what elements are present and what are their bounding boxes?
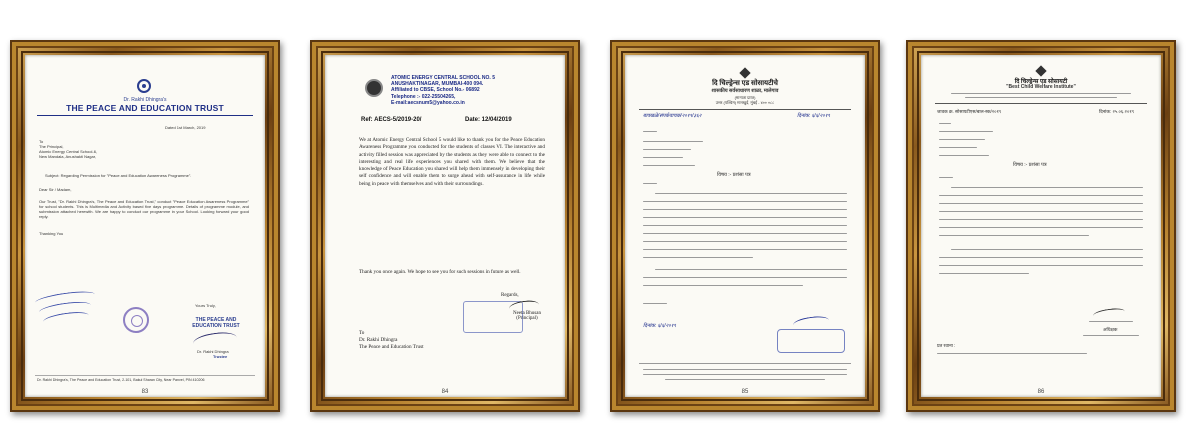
text-line (643, 201, 847, 202)
school-letterhead (391, 75, 541, 106)
text-line (939, 273, 1029, 274)
page-number: 86 (1037, 389, 1045, 395)
text-line (939, 203, 1143, 204)
copy-to-label: प्रत रवाना : (937, 343, 956, 348)
text-line (643, 183, 657, 184)
date-line: Dated 1st March, 2019 (165, 125, 206, 130)
text-line (655, 193, 847, 194)
school-name: दि चिल्ड्रेन्स एड सोसायटी (1014, 79, 1068, 85)
text-line (1083, 335, 1139, 336)
letter-date: Date: 12/04/2019 (465, 117, 512, 123)
reference-number: जावक क्र. सोसायटीएस/बाल-स्क/२०१९ (937, 109, 1002, 114)
framed-letter-3 (610, 40, 880, 412)
signature-icon (1093, 307, 1126, 320)
text-line (939, 265, 1143, 266)
text-line (939, 139, 985, 140)
framed-letter-4 (906, 40, 1176, 412)
text-line (643, 157, 683, 158)
text-line (655, 269, 847, 270)
letter-page (25, 55, 265, 397)
letterhead-line: ANUSHAKTINAGAR, MUMBAI-400 094. (391, 81, 484, 88)
subject-line: विषय :- प्रशंसा पत्र (1013, 162, 1047, 168)
text-line (643, 165, 695, 166)
subject-line: Subject: Regarding Permission for "Peace and Education Awareness Programme". (45, 173, 192, 178)
signatory-role: अधिक्षक (1103, 327, 1118, 332)
society-logo-icon (739, 67, 750, 78)
text-line (937, 353, 1087, 354)
recipient-line: Atomic Energy Central School-6, (39, 149, 98, 154)
text-line (643, 241, 847, 242)
signoff-trust: THE PEACE AND EDUCATION TRUST (192, 317, 240, 329)
address-line: उत्तर (पश्चिम) मानखुर्द, मुंबई - ४०० ०८८ (715, 100, 775, 105)
school-name: शासकीय सर्वसाधारण शाळा, मालेगाव (711, 88, 779, 94)
text-line (939, 131, 993, 132)
letter-page (921, 55, 1161, 397)
received-stamp-icon (123, 307, 149, 333)
letter-body: We at Atomic Energy Central School 5 would like to thank you for the Peace Education Awareness Programme you conducted for the students of classes VI. The interactive and activity filled session was appreciated by the students as they were able to connect to the interesting and real life experiences you shared with them. We believe that the knowledge of Peace Education you shared will help them immensely in developing their self confidence and will enable them to surge ahead with self-assurance in life while being in peace with themselves and with their surroundings. (359, 137, 545, 187)
text-line (951, 93, 1131, 94)
text-line (939, 257, 1143, 258)
closing-yours: Yours Truly, (195, 303, 216, 308)
closing-regards: Regards, (501, 293, 519, 298)
text-line (643, 149, 691, 150)
recipient-line: To (359, 330, 365, 336)
subject-line: विषय :- प्रशंसा पत्र (717, 172, 751, 178)
text-line (643, 209, 847, 210)
footer-text (643, 374, 847, 375)
text-line (939, 123, 951, 124)
footer-text (665, 379, 825, 380)
letterhead-line: Affiliated to CBSE, School No.- 06892 (391, 87, 480, 94)
signer-name: Dr. Rakhi Dhingra (197, 349, 229, 354)
recipient-line: Dr. Rakhi Dhingra (359, 337, 398, 343)
organization-name: दि चिल्ड्रेन्स एड सोसायटीचे (712, 79, 778, 87)
recipient-line: The Principal, (39, 144, 64, 149)
footer-divider (35, 375, 255, 376)
principal-stamp-icon (777, 329, 845, 353)
text-line (939, 147, 977, 148)
text-line (1089, 321, 1133, 322)
salutation: Dear Sir / Madam, (39, 187, 72, 192)
trust-emblem-icon (137, 79, 151, 93)
framed-letter-1 (10, 40, 280, 412)
school-logo-icon (365, 79, 383, 97)
header-divider (37, 115, 253, 116)
letterhead-line: ATOMIC ENERGY CENTRAL SCHOOL NO. 5 (391, 75, 495, 81)
page-number: 83 (141, 389, 149, 395)
page-number: 84 (441, 389, 449, 395)
trustee-label: Trustee (213, 354, 228, 359)
page-number: 85 (741, 389, 749, 395)
text-line (939, 219, 1143, 220)
text-line (951, 249, 1143, 250)
signatory-name: Neeta Bhusan (513, 311, 541, 316)
trust-subtitle: Dr. Rakhi Dhingra's (123, 97, 167, 103)
trust-title: THE PEACE AND EDUCATION TRUST (66, 103, 224, 113)
reference-handwritten: बावखळे/संपर्कवाचक/२०१९/३६२ (643, 113, 702, 119)
reference-number: Ref: AECS-5/2019-20/ (361, 117, 422, 123)
text-line (643, 285, 803, 286)
text-line (939, 177, 953, 178)
society-logo-icon (1035, 65, 1046, 76)
letter-page (625, 55, 865, 397)
text-line (939, 227, 1143, 228)
recipient-block (359, 330, 424, 351)
recipient-line: To (39, 139, 44, 144)
signatory (507, 311, 547, 321)
header-divider (935, 103, 1147, 104)
framed-letter-2 (310, 40, 580, 412)
letterhead-line: Telephone :- 022-25504265, (391, 93, 456, 100)
text-line (643, 249, 847, 250)
text-line (643, 303, 667, 304)
letter-page (325, 55, 565, 397)
signature-icon (192, 330, 238, 351)
footer-text (643, 369, 847, 370)
letter-date: दिनांक: २५.०६.२०१९ (1099, 109, 1135, 114)
text-line (965, 97, 1117, 98)
recipient-line: The Peace and Education Trust (359, 344, 424, 350)
place-date-handwritten: दिनांक: ६/६/२०१९ (643, 323, 677, 329)
text-line (643, 277, 847, 278)
letterhead-line: E-mail:aecsnum5@yahoo.co.in (391, 99, 465, 106)
text-line (951, 187, 1143, 188)
closing-thanks: Thanking You (39, 231, 64, 236)
text-line (939, 155, 989, 156)
text-line (643, 141, 703, 142)
date-handwritten: दिनांक: ६/६/२०१९ (797, 113, 831, 119)
footer-divider (639, 363, 851, 364)
text-line (643, 233, 847, 234)
text-line (939, 235, 1089, 236)
closing-thanks: Thank you once again. We hope to see you for such sessions in future as well. (359, 269, 521, 275)
text-line (643, 131, 657, 132)
letter-body: Our Trust, "Dr. Rakhi Dhingra's, The Peace and Education Trust," conduct "Peace Education Awareness Programme" for school students. This is Multimedia and Activity based five days programme. Details of programme module, and submission attached herewith. We are happy to conduct our programme in your School. Looking forward your good reply. (39, 199, 249, 219)
signatory-title: (Principal) (516, 316, 538, 321)
award-line: "Best Child Welfare Institute" (1006, 84, 1076, 90)
recipient-line: New Mandala, Anushakti Nagar, (39, 154, 96, 159)
address-line: (मान्यता प्राप्त) (734, 95, 756, 100)
text-line (939, 195, 1143, 196)
text-line (643, 257, 753, 258)
text-line (643, 217, 847, 218)
header-divider (639, 109, 851, 110)
text-line (643, 225, 847, 226)
text-line (939, 211, 1143, 212)
footer-address: Dr. Rakhi Dhingra's, The Peace and Education Trust, 2-101, Bakul Sharan City, Near Panvel, PIN 410206 (37, 378, 205, 382)
